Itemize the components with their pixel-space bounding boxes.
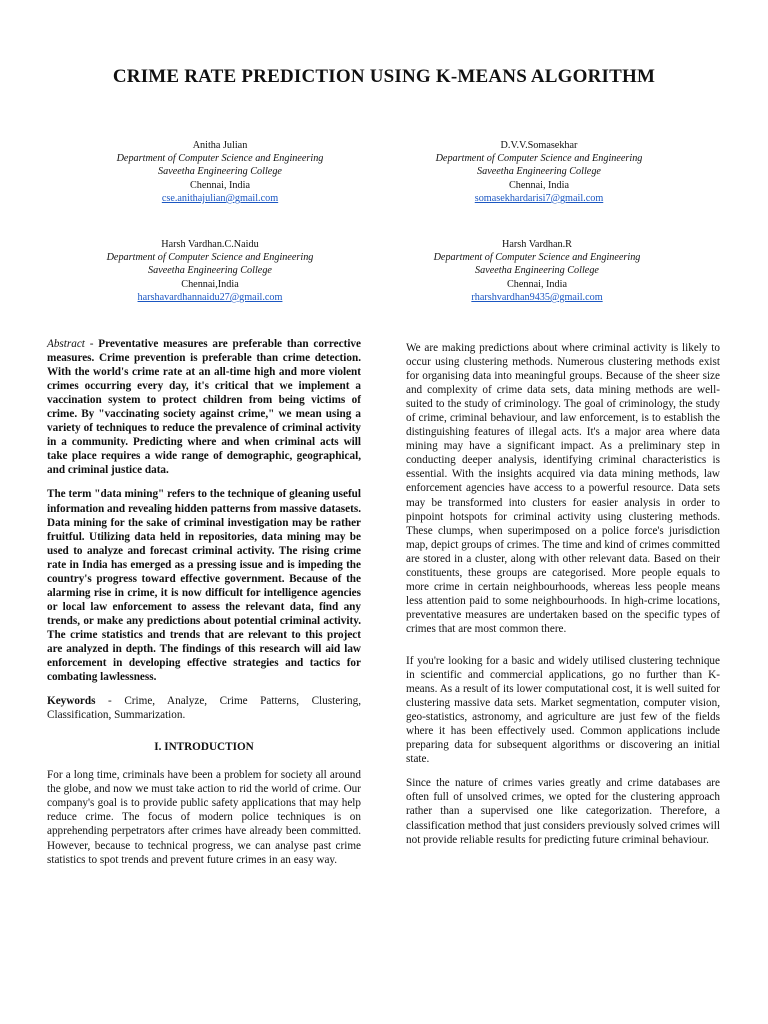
author-block-3 — [50, 238, 370, 304]
abstract-label: Abstract — [47, 338, 85, 350]
author-college: Saveetha Engineering College — [475, 265, 599, 277]
author-email-link[interactable]: harshavardhannaidu27@gmail.com — [137, 291, 283, 303]
author-name: Harsh Vardhan.R — [502, 239, 572, 250]
author-city: Chennai,India — [181, 278, 239, 290]
author-email-link[interactable]: cse.anithajulian@gmail.com — [161, 192, 279, 204]
author-block-2 — [379, 139, 699, 205]
author-city: Chennai, India — [190, 179, 250, 191]
author-block-4 — [377, 238, 697, 304]
author-college: Saveetha Engineering College — [148, 265, 272, 277]
author-name: D.V.V.Somasekhar — [500, 140, 578, 151]
abstract-paragraph-1 — [47, 337, 361, 477]
right-paragraph-2: If you're looking for a basic and widely utilised clustering technique in scientific and commercial applications, go no further than K-means. As a result of its lower computational cost, it is well suited for clustering massive data sets. Market segmentation, computer vision, geo-statistics, astronomy, and agriculture are just few of the fields where it has been effectively used. Common applications include preparing data for subsequent algorithms or discovering an initial state. — [406, 654, 720, 766]
keywords-paragraph — [47, 694, 361, 722]
author-dept: Department of Computer Science and Engineering — [116, 153, 324, 165]
right-paragraph-3: Since the nature of crimes varies greatly and crime databases are often full of unsolved crimes, we opted for the clustering approach rather than a supervised one like categorization. Therefore, a classification method that just considers previously solved crimes will not provide reliable results for predicting future criminal behaviour. — [406, 777, 720, 846]
right-paragraph-1: We are making predictions about where criminal activity is likely to occur using clustering methods. Numerous clustering methods exist for organising data into meaningful groups. Because of the sheer size and complexity of crime data sets, data mining methods are well-suited to the study of criminology. The goal of criminology, the study of crime, criminal behaviour, and law enforcement, is to establish the distinguishing features of illegal acts. It's a major area where data mining may have a significant impact. As a preliminary step in conducting deeper analysis, identifying criminal characteristics is essential. With the insights acquired via data mining methods, law enforcement agencies have access to a powerful resource. Data sets may be transformed into clusters for easier analysis in order to pinpoint hotspots for criminal activity using clustering methods. These clumps, when superimposed on a police force's jurisdiction map, depict groups of crimes. The time and kind of crimes committed are stored in a cluster, along with other relevant data. Based on their constituents, these groups are categorised. More people equals to more crime in certain neighbourhoods, whereas less people means less attention paid to some neighbourhoods. In high-crime locations, preventative measures are undertaken based on the specific types of crimes that are most common there. — [406, 342, 720, 635]
intro-paragraph-1: For a long time, criminals have been a problem for society all around the globe, and now we must take action to rid the world of crime. Our company's goal is to provide public safety applications that may help reduce crime. The focus of modern police techniques is on apprehending perpetrators after crimes have already been committed. However, because to technical progress, we can analyse past crime statistics to spot trends and prevent future crimes in an easy way. — [47, 769, 361, 866]
abstract-text-1: Preventative measures are preferable than corrective measures. Crime prevention is preferable than crime detection. With the world's crime rate at an all-time high and more violent crimes occurring every day, it's critical that we implement a vaccination system to protect children from being victims of crime. By "vaccinating society against crime," we mean using a variety of techniques to reduce the prevalence of criminal activity in a community. Predicting where and when criminal acts will take place requires a wide range of demographic, geographical, and criminal justice data. — [47, 338, 361, 477]
author-name: Harsh Vardhan.C.Naidu — [161, 239, 259, 250]
author-email-link[interactable]: rharshvardhan9435@gmail.com — [471, 291, 603, 303]
author-college: Saveetha Engineering College — [477, 166, 601, 178]
paper-title: CRIME RATE PREDICTION USING K-MEANS ALGORITHM — [112, 66, 656, 87]
keywords-text: - Crime, Analyze, Crime Patterns, Clustering, Classification, Summarization. — [47, 695, 361, 722]
right-column — [406, 341, 720, 847]
abstract-paragraph-2: The term "data mining" refers to the technique of gleaning useful information and revealing hidden patterns from massive datasets. Data mining for the sake of criminal investigation may be rather fruitful. Utilizing data held in repositories, data mining may be used to analyze and forecast criminal activity. The rising crime rate in India has emerged as a pressing issue and is impeding the country's progress toward effective government. Because of the alarming rise in crime, it is now difficult for intelligence agencies or local law enforcement to assess the relevant data, find any trends, or make any predictions about potential criminal activity. The crime statistics and trends that are relevant to this project are analyzed in depth. The findings of this research will aid law enforcement in developing effective strategies and tactics for combating lawlessness. — [47, 488, 361, 684]
author-block-1 — [60, 139, 380, 205]
author-city: Chennai, India — [507, 278, 567, 290]
author-email-link[interactable]: somasekhardarisi7@gmail.com — [474, 192, 604, 204]
abstract-separator: - — [84, 338, 99, 350]
author-dept: Department of Computer Science and Engineering — [433, 252, 641, 264]
keywords-label: Keywords — [47, 695, 96, 708]
author-dept: Department of Computer Science and Engineering — [435, 153, 643, 165]
author-college: Saveetha Engineering College — [158, 166, 282, 178]
author-name: Anitha Julian — [192, 140, 248, 151]
author-city: Chennai, India — [509, 179, 569, 191]
section-heading-introduction: I. INTRODUCTION — [154, 741, 254, 754]
author-dept: Department of Computer Science and Engineering — [106, 252, 314, 264]
left-column — [47, 337, 361, 867]
